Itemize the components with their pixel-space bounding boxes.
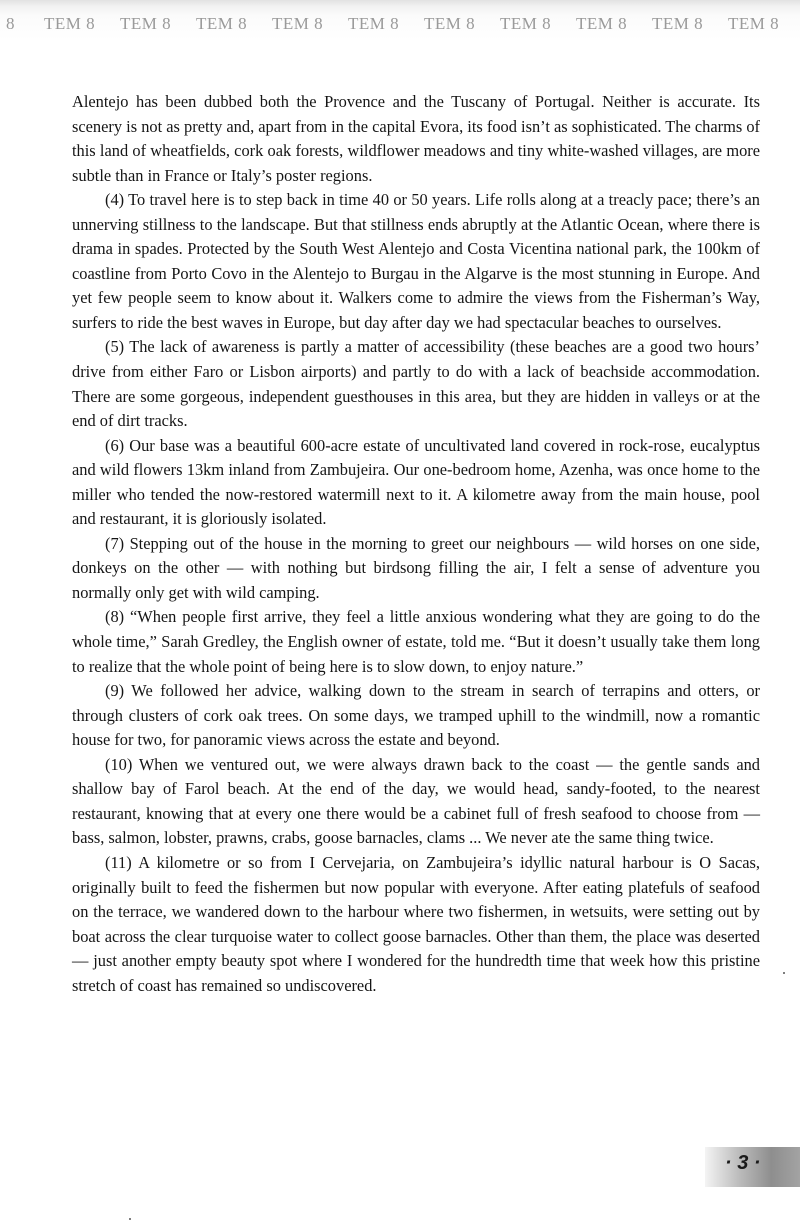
article-body <box>72 90 760 998</box>
paragraph-11: (11) A kilometre or so from I Cervejaria, on Zambujeira’s idyllic natural harbour is O Sacas, originally built to feed the fishermen but now popular with everyone. After eating platefuls of seafood on the terrace, we wandered down to the harbour where two fishermen, in wetsuits, were setting out by boat across the clear turquoise water to collect goose barnacles. Other than them, the place was deserted — just another empty beauty spot where I wondered for the hundredth time that week how this pristine stretch of coast has remained so undiscovered. <box>72 852 760 995</box>
paragraph-4: (4) To travel here is to step back in time 40 or 50 years. Life rolls along at a treacly pace; there’s an unnerving stillness to the landscape. But that stillness ends abruptly at the Atlantic Ocean, where there is drama in spades. Protected by the South West Alentejo and Costa Vicentina national park, the 100km of coastline from Porto Covo in the Alentejo to Burgau in the Algarve is the most stunning in Europe. And yet few people seem to know about it. Walkers come to admire the views from the Fisherman’s Way, surfers to ride the best waves in Europe, but day after day we had spectacular beaches to ourselves. <box>72 190 760 332</box>
paragraph-5: (5) The lack of awareness is partly a matter of accessibility (these beaches are a good two hours’ drive from either Faro or Lisbon airports) and partly to do with a lack of beachside accommodation. There are some gorgeous, independent guesthouses in this area, but they are hidden in valleys or at the end of dirt tracks. <box>72 337 760 431</box>
paragraph-7: (7) Stepping out of the house in the morning to greet our neighbours — wild horses on one side, donkeys on the other — with nothing but birdsong filling the air, I felt a sense of adventure you normally only get with wild camping. <box>72 533 760 602</box>
scan-speck <box>783 972 785 974</box>
paragraph-8: (8) “When people first arrive, they feel a little anxious wondering what they are going to do the whole time,” Sarah Gredley, the English owner of estate, told me. “But it doesn’t usually take them long to realize that the whole point of being here is to slow down, to enjoy nature.” <box>72 607 760 676</box>
paragraph-6: (6) Our base was a beautiful 600-acre estate of uncultivated land covered in rock-rose, eucalyptus and wild flowers 13km inland from Zambujeira. Our one-bedroom home, Azenha, was once home to the miller who tended the now-restored watermill next to it. A kilometre away from the main house, pool and restaurant, it is gloriously isolated. <box>72 435 760 529</box>
header-mark: TEM 8 <box>500 14 552 33</box>
header-mark: TEM 8 <box>424 14 476 33</box>
header-mark: 8 <box>6 14 15 33</box>
header-mark: TEM 8 <box>120 14 172 33</box>
paragraph-9: (9) We followed her advice, walking down to the stream in search of terrapins and otters, or through clusters of cork oak trees. On some days, we tramped uphill to the windmill, now a romantic house for two, for panoramic views across the estate and beyond. <box>72 681 760 750</box>
header-mark: TEM 8 <box>196 14 248 33</box>
header-mark: TEM 8 <box>728 14 780 33</box>
paragraph-10: (10) When we ventured out, we were always drawn back to the coast — the gentle sands and shallow bay of Farol beach. At the end of the day, we would head, sandy-footed, to the nearest restaurant, knowing that at every one there would be a cabinet full of fresh seafood to choose from — bass, salmon, lobster, prawns, crabs, goose barnacles, clams ... We never ate the same thing twice. <box>72 754 760 848</box>
running-header <box>0 14 800 38</box>
page-number: · 3 · <box>725 1152 761 1174</box>
header-mark: TEM 8 <box>348 14 400 33</box>
paragraph: Alentejo has been dubbed both the Provence and the Tuscany of Portugal. Neither is accurate. Its scenery is not as pretty and, apart from in the capital Evora, its food isn’t as sophisticated. The charms of this land of wheatfields, cork oak forests, wildflower meadows and tiny white-washed villages, are more subtle than in France or Italy’s poster regions. <box>72 92 760 185</box>
scan-speck <box>129 1218 131 1220</box>
header-mark: TEM 8 <box>272 14 324 33</box>
header-mark: TEM 8 <box>44 14 96 33</box>
header-mark: TEM 8 <box>576 14 628 33</box>
header-mark: TEM 8 <box>652 14 704 33</box>
